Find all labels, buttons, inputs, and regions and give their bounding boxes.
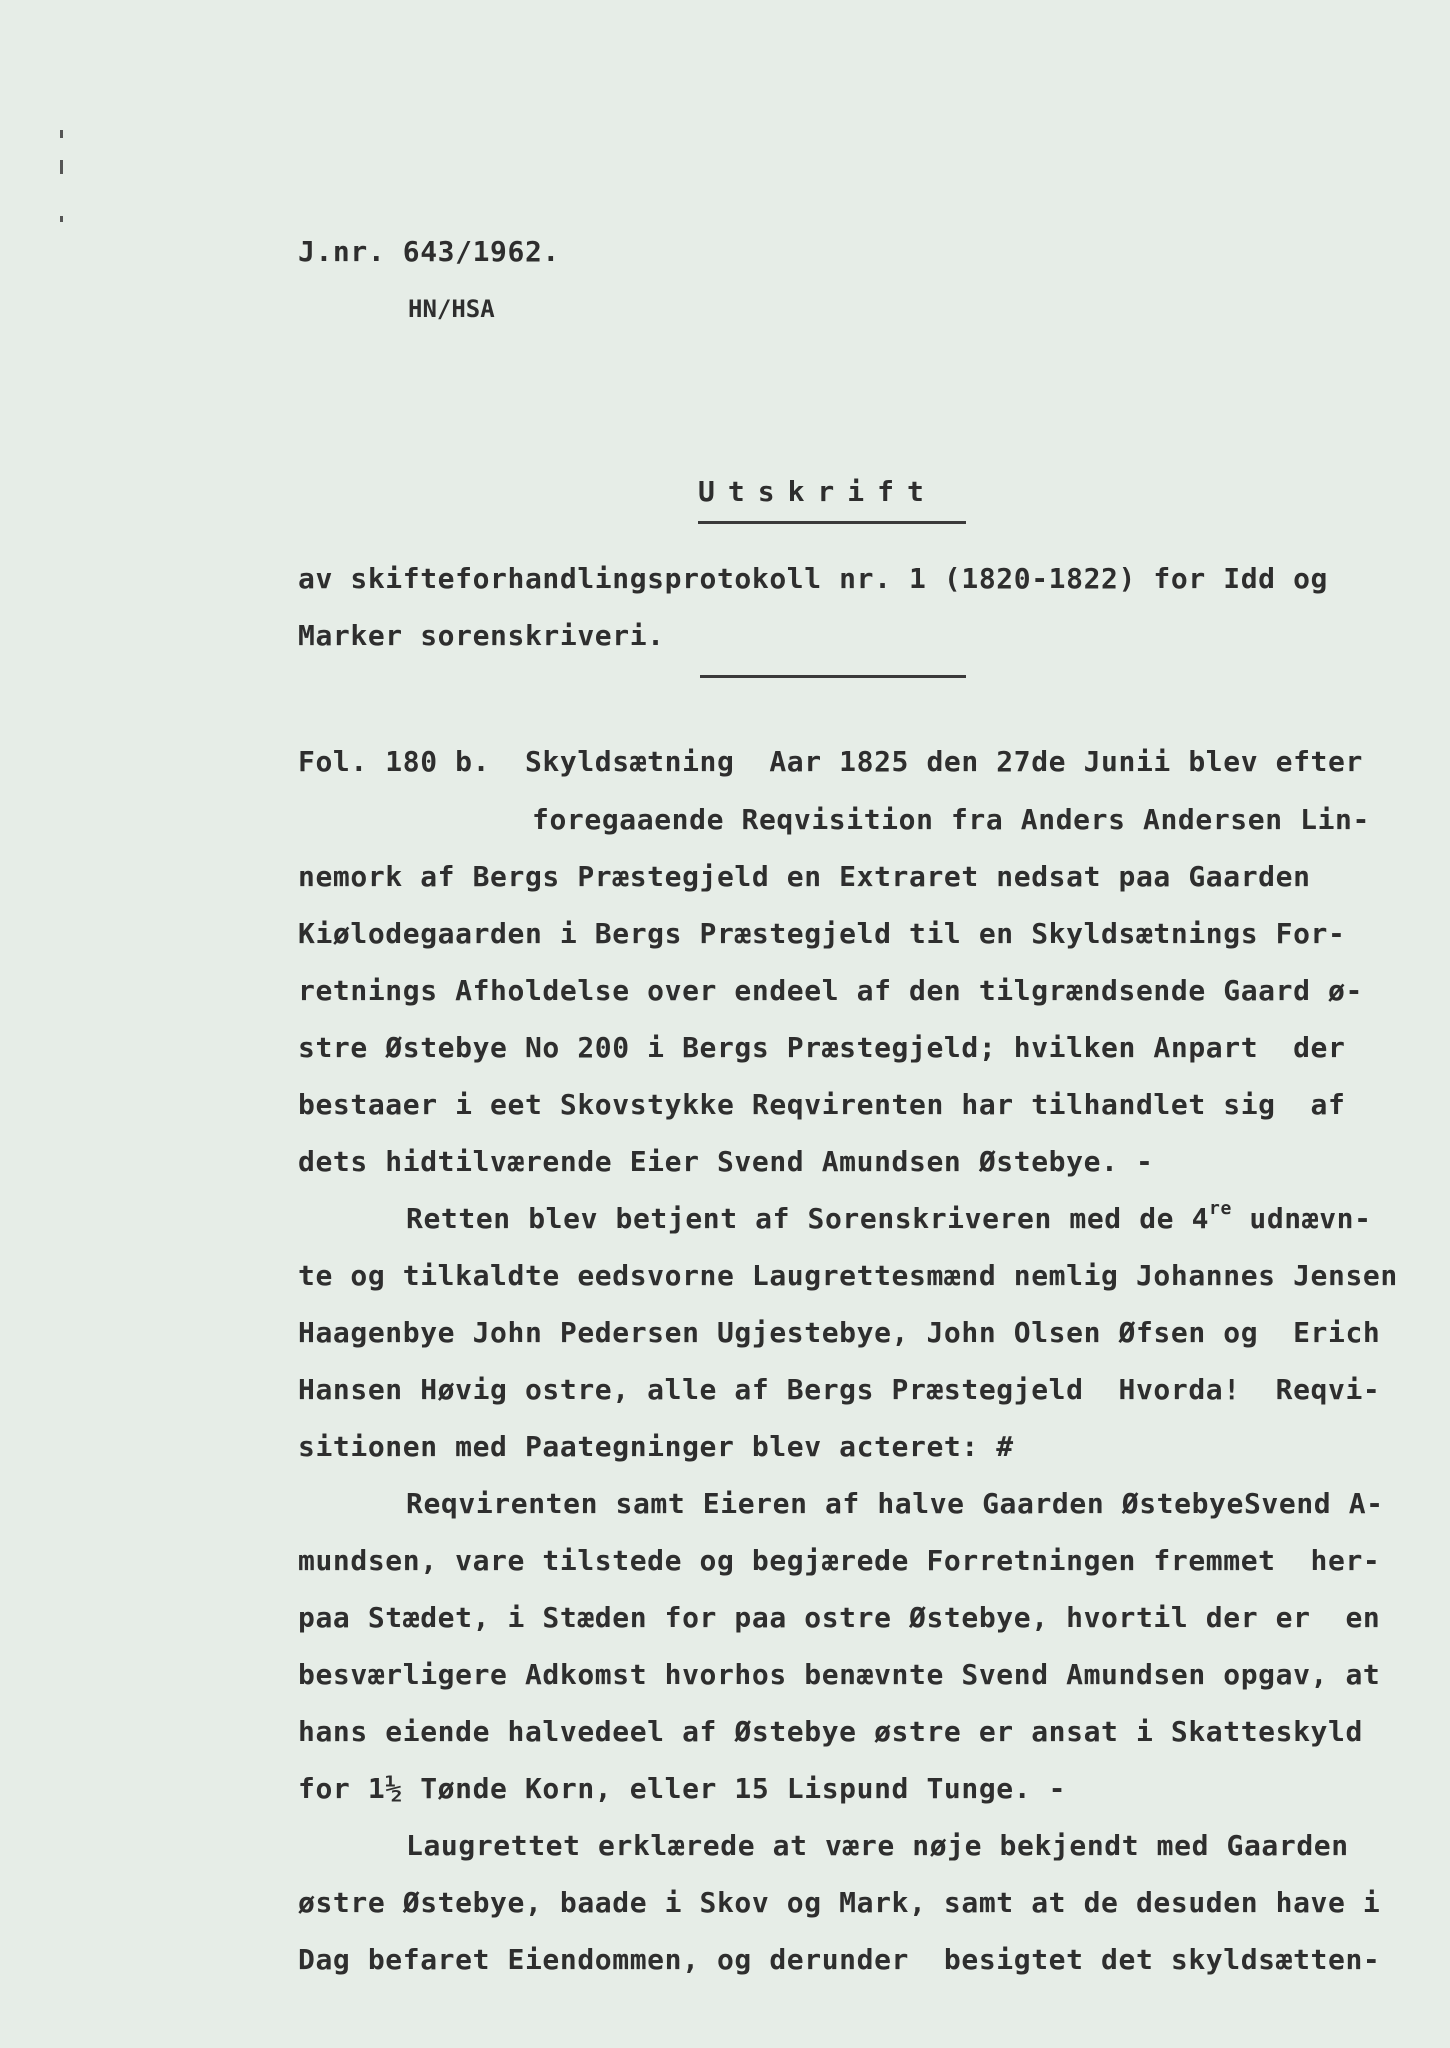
- body-line: Dag befaret Eiendommen, og derunder besigtet det skyldsætten-: [298, 1943, 1381, 1976]
- body-line: Kiølodegaarden i Bergs Præstegjeld til en Skyldsætnings For-: [298, 917, 1346, 950]
- body-line: sitionen med Paategninger blev acteret: #: [298, 1430, 1014, 1463]
- body-line: Fol. 180 b. Skyldsætning Aar 1825 den 27de Junii blev efter: [298, 745, 1363, 778]
- body-line: stre Østebye No 200 i Bergs Præstegjeld; hvilken Anpart der: [298, 1031, 1346, 1064]
- body-line-text: Retten blev betjent af Sorenskriveren med de 4: [406, 1202, 1210, 1235]
- title-underline: [698, 521, 966, 524]
- body-line-tail: udnævn-: [1231, 1202, 1372, 1235]
- body-line: hans eiende halvedeel af Østebye østre er ansat i Skatteskyld: [298, 1715, 1363, 1748]
- body-line: Haagenbye John Pedersen Ugjestebye, John Olsen Øfsen og Erich: [298, 1316, 1381, 1349]
- document-title: Utskrift: [698, 475, 937, 508]
- body-line: foregaaende Reqvisition fra Anders Andersen Lin-: [532, 803, 1370, 836]
- body-line: for 1½ Tønde Korn, eller 15 Lispund Tunge. -: [298, 1772, 1067, 1805]
- body-line: Laugrettet erklærede at være nøje bekjendt med Gaarden: [406, 1829, 1349, 1862]
- body-line: Hansen Høvig ostre, alle af Bergs Præstegjeld Hvorda! Reqvi-: [298, 1373, 1381, 1406]
- journal-number: J.nr. 643/1962.: [298, 235, 560, 268]
- body-line: bestaaer i eet Skovstykke Reqvirenten har tilhandlet sig af: [298, 1088, 1346, 1121]
- subtitle-line: av skifteforhandlingsprotokoll nr. 1 (1820-1822) for Idd og: [298, 562, 1328, 595]
- case-initials: HN/HSA: [408, 295, 495, 323]
- body-line: Reqvirenten samt Eieren af halve Gaarden ØstebyeSvend A-: [406, 1487, 1384, 1520]
- subtitle-line: Marker sorenskriveri.: [298, 619, 665, 652]
- binding-marks: [58, 130, 68, 230]
- body-line: besværligere Adkomst hvorhos benævnte Svend Amundsen opgav, at: [298, 1658, 1381, 1691]
- body-line: østre Østebye, baade i Skov og Mark, samt at de desuden have i: [298, 1886, 1381, 1919]
- body-line: dets hidtilværende Eier Svend Amundsen Østebye. -: [298, 1145, 1154, 1178]
- body-line-with-superscript: [406, 1198, 1372, 1235]
- body-line: mundsen, vare tilstede og begjærede Forretningen fremmet her-: [298, 1544, 1381, 1577]
- body-line: te og tilkaldte eedsvorne Laugrettesmænd nemlig Johannes Jensen: [298, 1259, 1398, 1292]
- body-line: retnings Afholdelse over endeel af den tilgrændsende Gaard ø-: [298, 974, 1363, 1007]
- body-line: nemork af Bergs Præstegjeld en Extraret nedsat paa Gaarden: [298, 860, 1311, 893]
- superscript-text: re: [1209, 1198, 1232, 1219]
- body-line: paa Stædet, i Stæden for paa ostre Østebye, hvortil der er en: [298, 1601, 1381, 1634]
- section-separator: [700, 675, 966, 678]
